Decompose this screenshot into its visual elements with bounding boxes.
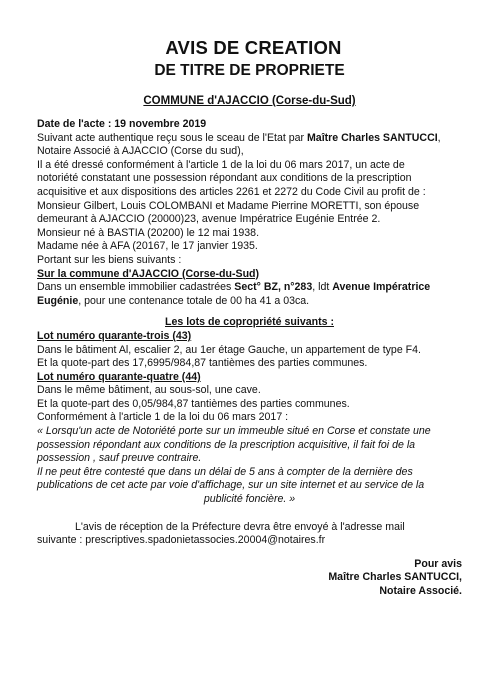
intro-line-5: acquisitive et aux dispositions des articles 2261 et 2272 du Code Civil au profit de :	[37, 185, 426, 198]
title-titre: DE TITRE DE PROPRIETE	[154, 62, 345, 79]
intro-line-6: Monsieur Gilbert, Louis COLOMBANI et Madame Pierrine MORETTI, son épouse	[37, 199, 420, 212]
intro-line-4: notoriété constatant une possession répondant aux conditions de la prescription	[37, 172, 412, 185]
commune-line-2: Eugénie, pour une contenance totale de 00 ha 41 a 03ca.	[37, 294, 310, 307]
quote-line-5: publications de cet acte par voie d'affichage, sur un site internet et au service de la	[37, 479, 425, 492]
lot44-line-3: Conformément à l'article 1 de la loi du 06 mars 2017 :	[37, 411, 289, 424]
signature-title: Notaire Associé.	[379, 585, 462, 597]
lot44-line-2: Et la quote-part des 0,05/984,87 tantièmes des parties communes.	[37, 397, 350, 410]
commune-section-heading: Sur la commune d'AJACCIO (Corse-du-Sud)	[37, 267, 260, 280]
commune-line-1: Dans un ensemble immobilier cadastrées Sect° BZ, n°283, ldt Avenue Impératrice	[37, 281, 431, 294]
signature-pour-avis: Pour avis	[414, 557, 462, 570]
lot44-line-1: Dans le même bâtiment, au sous-sol, une cave.	[37, 384, 261, 397]
lots-heading: Les lots de copropriété suivants :	[165, 316, 334, 329]
quote-line-3: possession , sauf preuve contraire.	[37, 452, 202, 465]
quote-line-4: Il ne peut être contesté que dans un délai de 5 ans à compter de la dernière des	[37, 465, 413, 478]
title-avis: AVIS DE CREATION	[165, 37, 342, 58]
commune-heading: COMMUNE d'AJACCIO (Corse-du-Sud)	[143, 95, 356, 107]
quote-line-1: « Lorsqu'un acte de Notoriété porte sur un immeuble situé en Corse et constate une	[37, 425, 431, 438]
intro-line-9: Madame née à AFA (20167, le 17 janvier 1935.	[37, 240, 258, 253]
quote-line-6: publicité foncière. »	[203, 493, 296, 506]
lot43-line-2: Et la quote-part des 17,6995/984,87 tantièmes des parties communes.	[37, 357, 368, 370]
quote-line-2: possession répondant aux conditions de la prescription acquisitive, il fait foi de la	[37, 438, 416, 451]
lot44-heading: Lot numéro quarante-quatre (44)	[37, 370, 201, 383]
intro-line-2: Notaire Associé à AJACCIO (Corse du sud),	[37, 145, 244, 158]
lot43-heading: Lot numéro quarante-trois (43)	[37, 329, 192, 342]
lot43-line-1: Dans le bâtiment Al, escalier 2, au 1er étage Gauche, un appartement de type F4.	[37, 343, 421, 356]
signature-notaire: Maître Charles SANTUCCI,	[328, 571, 462, 584]
intro-line-7: demeurant à AJACCIO (20000)23, avenue Impératrice Eugénie Entrée 2.	[37, 213, 381, 226]
reception-line-1: L'avis de réception de la Préfecture devra être envoyé à l'adresse mail	[75, 520, 405, 533]
intro-line-3: Il a été dressé conformément à l'article 1 de la loi du 06 mars 2017, un acte de	[37, 158, 405, 171]
intro-line-1: Suivant acte authentique reçu sous le sceau de l'Etat par Maître Charles SANTUCCI,	[37, 131, 441, 144]
notaire-name: Maître Charles SANTUCCI	[306, 131, 438, 144]
intro-line-10: Portant sur les biens suivants :	[37, 253, 182, 266]
acte-date: Date de l'acte : 19 novembre 2019	[37, 118, 207, 130]
intro-line-8: Monsieur né à BASTIA (20200) le 12 mai 1938.	[37, 226, 260, 239]
reception-line-2: suivante : prescriptives.spadonietassocies.20004@notaires.fr	[37, 534, 326, 547]
